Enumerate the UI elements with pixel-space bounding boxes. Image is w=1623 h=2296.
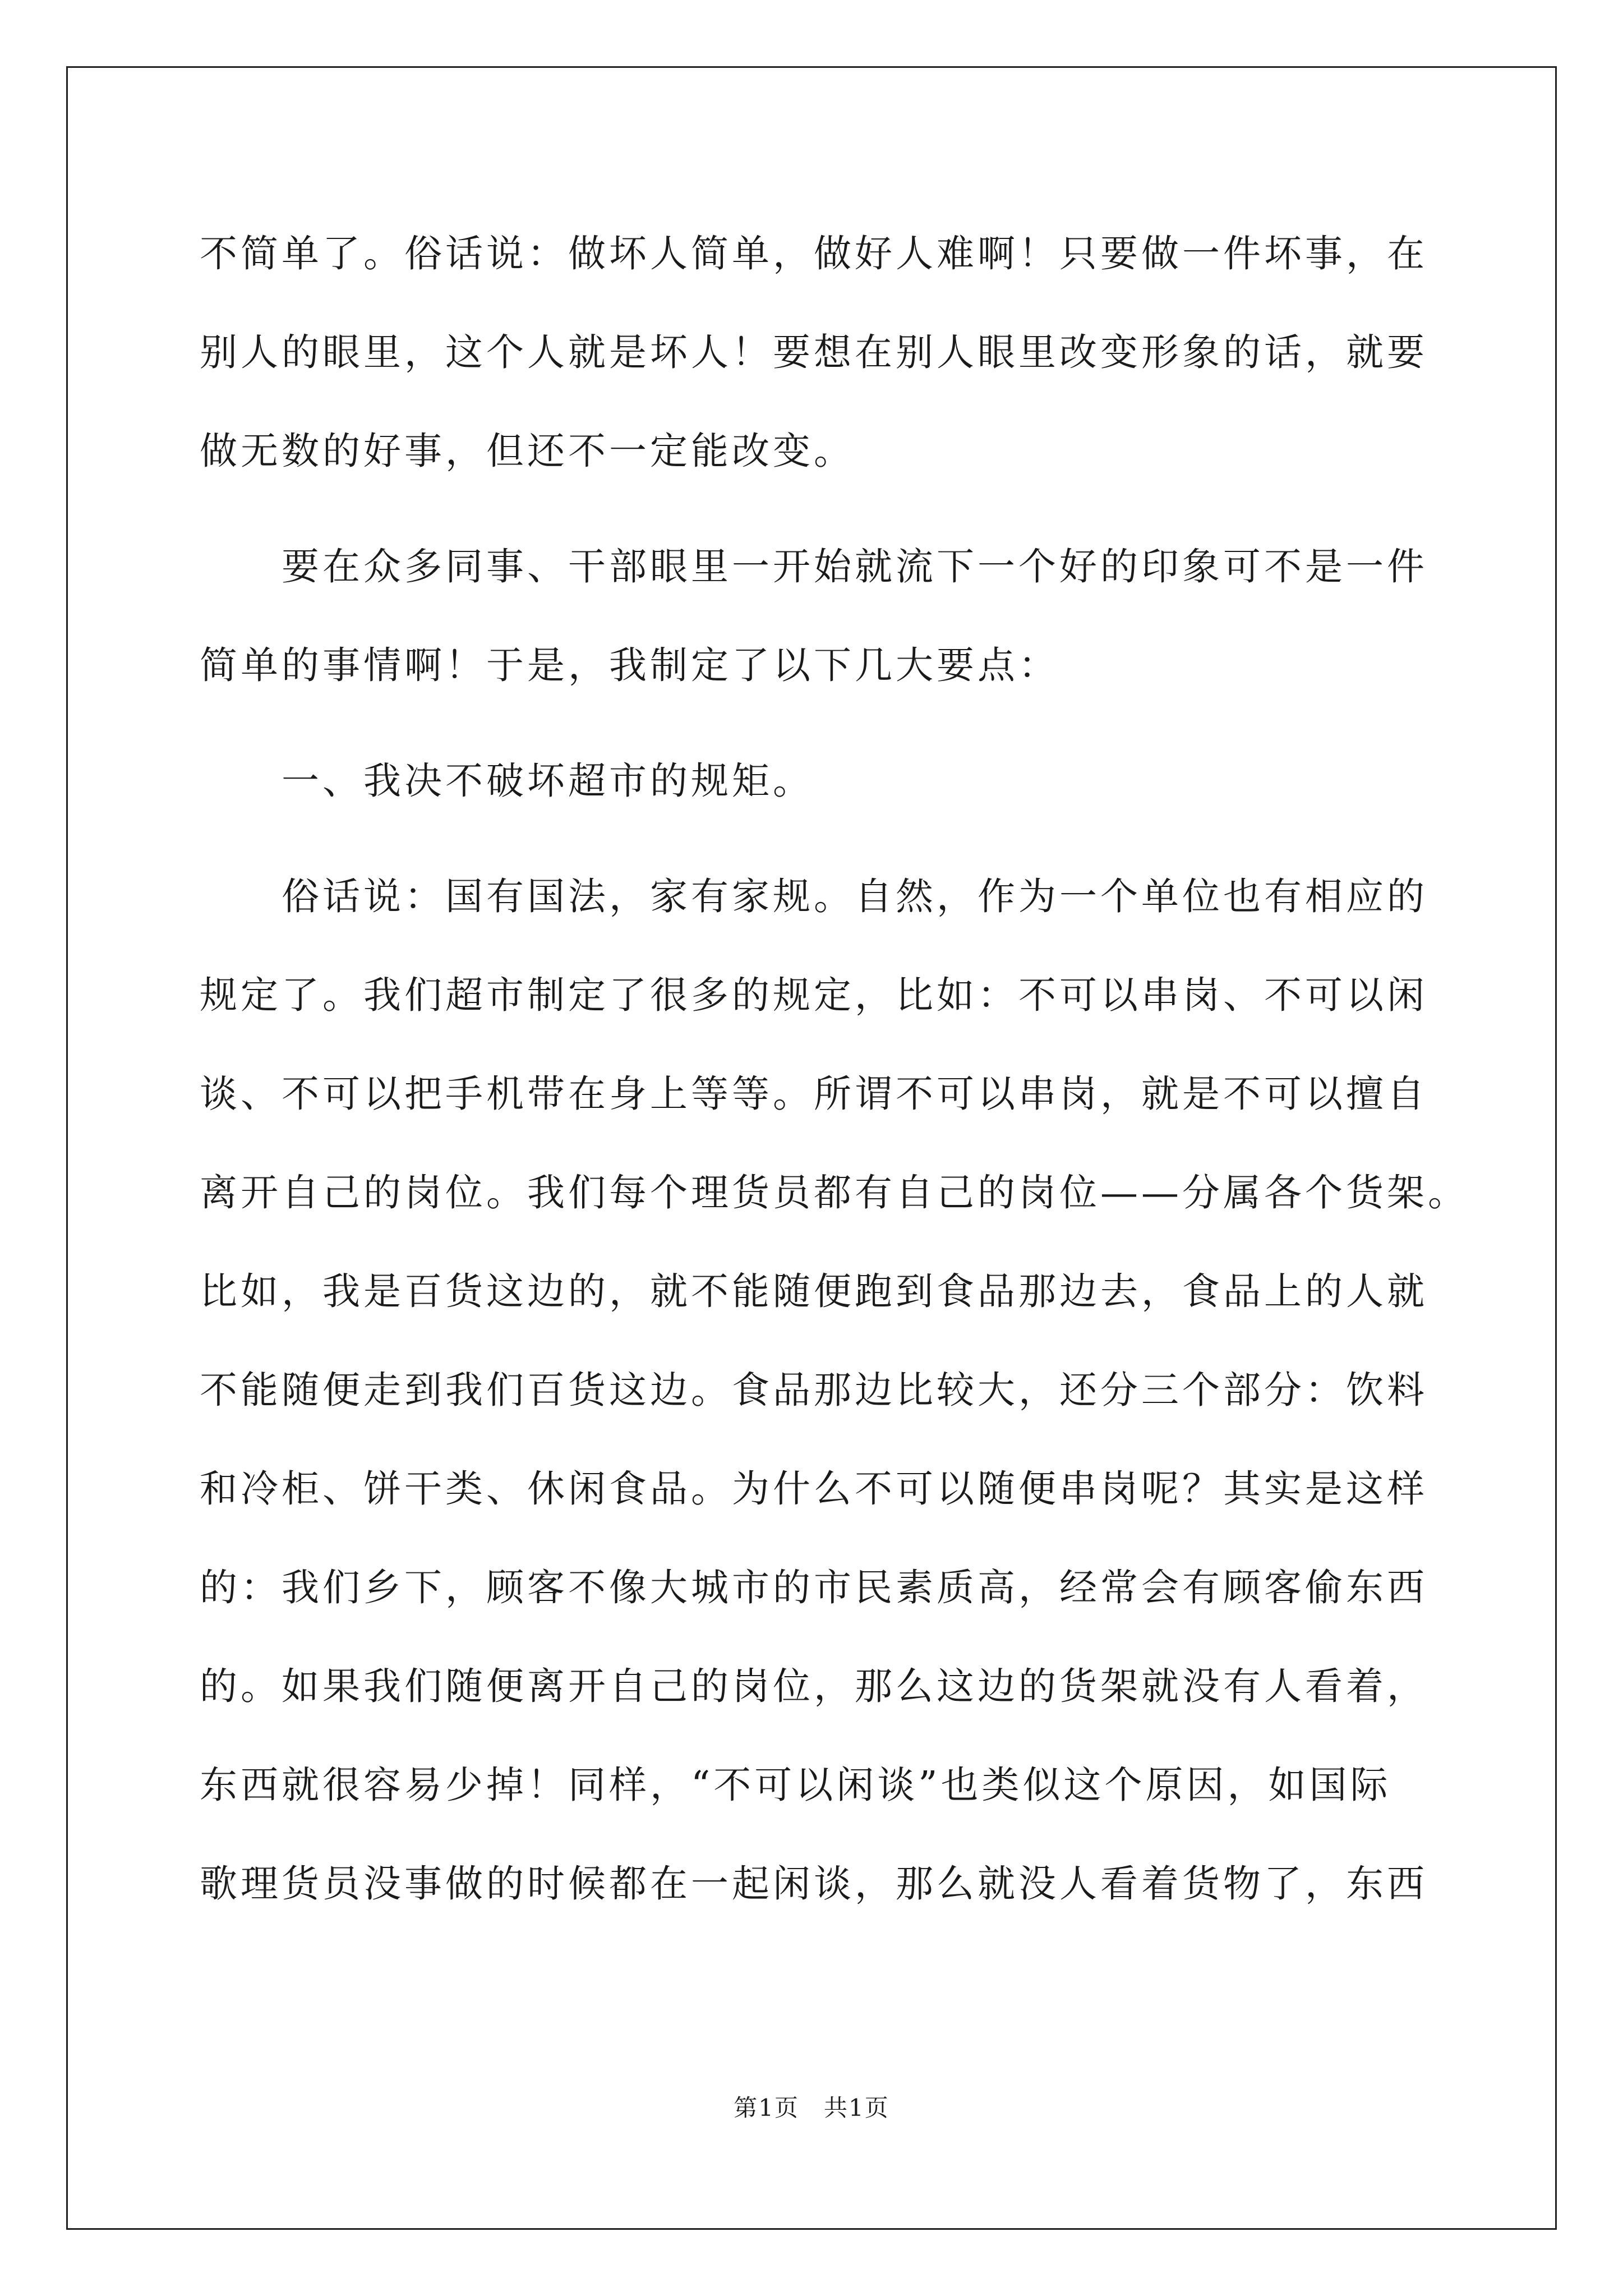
text-line: 东西就很容易少掉！同样，“不可以闲谈”也类似这个原因，如国际 [200, 1763, 1391, 1807]
text-line: 别人的眼里，这个人就是坏人！要想在别人眼里改变形象的话，就要 [200, 330, 1428, 374]
text-line: 比如，我是百货这边的，就不能随便跑到食品那边去，食品上的人就 [200, 1269, 1428, 1313]
text-line: 简单的事情啊！于是，我制定了以下几大要点： [200, 643, 1059, 687]
text-line: 不简单了。俗话说：做坏人简单，做好人难啊！只要做一件坏事，在 [200, 232, 1428, 275]
text-line: 的：我们乡下，顾客不像大城市的市民素质高，经常会有顾客偷东西 [200, 1566, 1428, 1609]
paragraph-start-line: 要在众多同事、干部眼里一开始就流下一个好的印象可不是一件 [282, 545, 1428, 588]
text-line: 的。如果我们随便离开自己的岗位，那么这边的货架就没有人看着， [200, 1664, 1428, 1708]
paragraph-start-line: 俗话说：国有国法，家有家规。自然，作为一个单位也有相应的 [282, 875, 1428, 918]
text-line: 规定了。我们超市制定了很多的规定，比如：不可以串岗、不可以闲 [200, 973, 1428, 1017]
text-line: 离开自己的岗位。我们每个理货员都有自己的岗位——分属各个货架。 [200, 1171, 1469, 1214]
text-line: 谈、不可以把手机带在身上等等。所谓不可以串岗，就是不可以擅自 [200, 1072, 1428, 1116]
text-line: 歌理货员没事做的时候都在一起闲谈，那么就没人看着货物了，东西 [200, 1862, 1428, 1906]
text-line: 不能随便走到我们百货这边。食品那边比较大，还分三个部分：饮料 [200, 1368, 1428, 1412]
text-line: 做无数的好事，但还不一定能改变。 [200, 429, 855, 473]
text-line: 和冷柜、饼干类、休闲食品。为什么不可以随便串岗呢？其实是这样 [200, 1467, 1428, 1511]
page-footer: 第1页 共1页 [734, 2094, 889, 2122]
section-heading: 一、我决不破坏超市的规矩。 [282, 759, 814, 803]
